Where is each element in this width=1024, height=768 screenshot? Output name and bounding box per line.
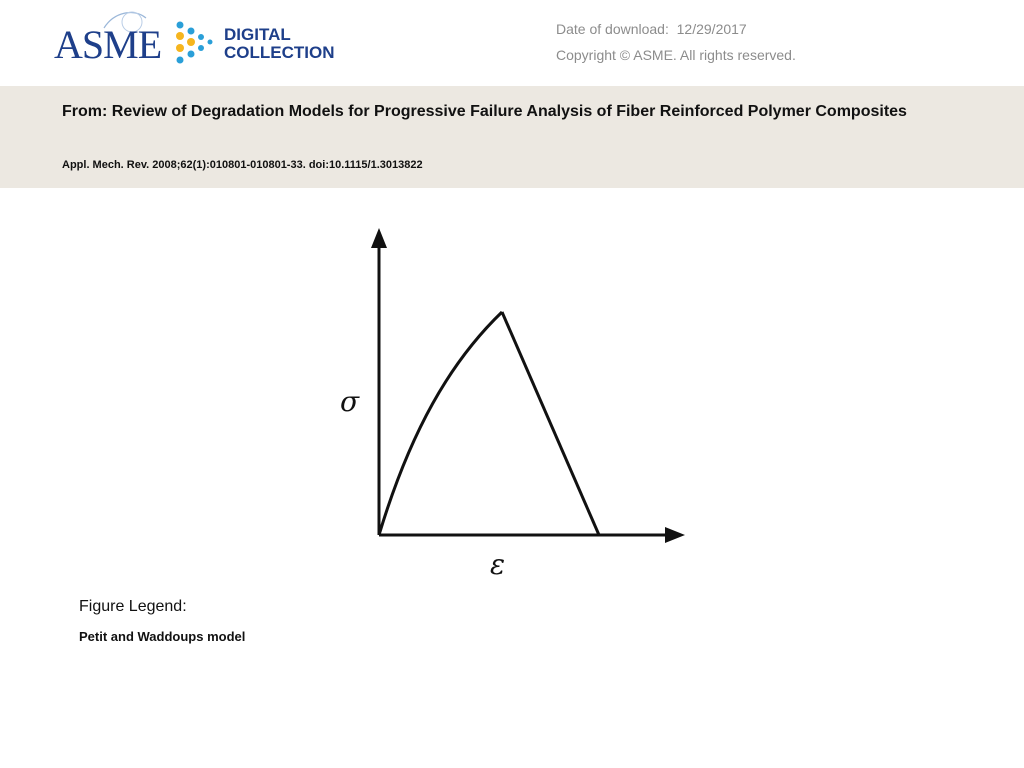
figure-legend-heading: Figure Legend: [79,598,187,615]
logo-line2-text: COLLECTION [224,43,335,62]
logo-brand-text: ASME [54,22,162,67]
header [0,0,1024,86]
stress-strain-figure [340,222,686,576]
article-title[interactable] [62,101,980,123]
asme-digital-collection-logo[interactable] [52,8,352,74]
download-date-label: Date of download: [556,21,669,37]
logo-line1-text: DIGITAL [224,25,291,44]
download-date-value: 12/29/2017 [676,21,747,37]
citation-band [0,86,1024,188]
logo-graphic [52,8,352,74]
y-axis-label: σ [340,385,360,418]
from-prefix: From: [62,103,108,120]
x-axis-label: ε [490,548,506,576]
article-title-text: Review of Degradation Models for Progressive Failure Analysis of Fiber Reinforced Polymer Composites [111,103,907,120]
figure-graphic [340,222,686,576]
figure-legend-caption: Petit and Waddoups model [79,629,246,644]
logo-dots-icon [176,22,213,64]
figure-background [340,222,686,576]
copyright-notice: Copyright © ASME. All rights reserved. [556,47,796,63]
download-date [556,21,747,37]
article-reference[interactable]: Appl. Mech. Rev. 2008;62(1):010801-010801-33. doi:10.1115/1.3013822 [62,159,423,171]
